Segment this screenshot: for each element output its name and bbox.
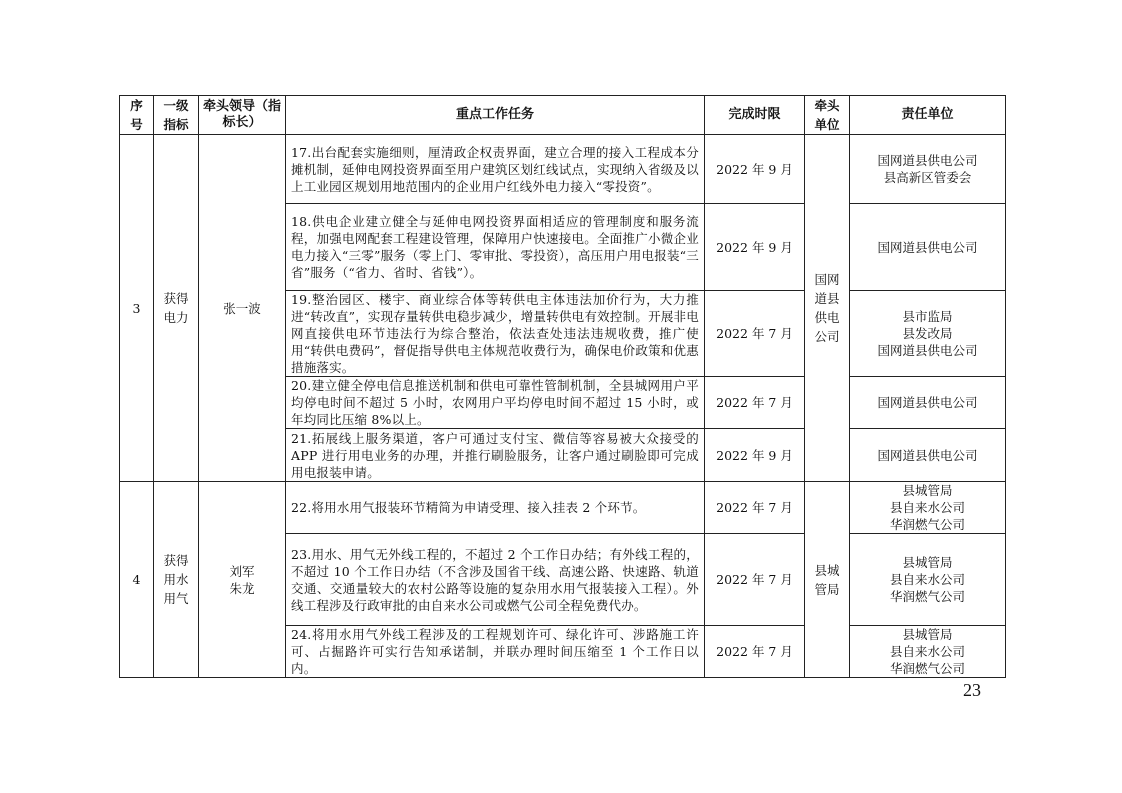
task-text: 20.建立健全停电信息推送机制和供电可靠性管制机制，全县城网用户平均停电时间不超过 5 小时，农网用户平均停电时间不超过 15 小时，或年均同比压缩 8%以上。 [286, 377, 705, 429]
deadline-cell: 2022 年 7 月 [705, 377, 805, 429]
unit-name: 县自来水公司 [889, 500, 965, 515]
header-task: 重点工作任务 [286, 96, 705, 135]
leader-cell: 张一波 [199, 135, 286, 482]
unit-name: 县市监局 [902, 309, 953, 324]
header-seq: 序号 [120, 96, 154, 135]
lead-unit-cell: 县城管局 [805, 482, 850, 678]
indicator-cell: 获得电力 [154, 135, 199, 482]
responsible-units [850, 204, 1006, 291]
unit-name: 县城管局 [902, 627, 953, 642]
table-row [120, 482, 1006, 534]
unit-name: 国网道县供电公司 [877, 153, 978, 168]
task-text: 21.拓展线上服务渠道，客户可通过支付宝、微信等容易被大众接受的 APP 进行用电业务的办理，并推行刷脸服务，让客户通过刷脸即可完成用电报装申请。 [286, 429, 705, 482]
unit-name: 国网道县供电公司 [877, 395, 978, 410]
responsible-units [850, 626, 1006, 678]
task-table [119, 95, 1006, 678]
unit-name: 县发改局 [902, 326, 953, 341]
task-text: 17.出台配套实施细则，厘清政企权责界面，建立合理的接入工程成本分摊机制，延伸电网投资界面至用户建筑区划红线试点，实现纳入省级及以上工业园区规划用地范围内的企业用户红线外电力接入“零投资”。 [286, 135, 705, 204]
unit-name: 县城管局 [902, 555, 953, 570]
deadline-cell: 2022 年 9 月 [705, 135, 805, 204]
seq-cell: 4 [120, 482, 154, 678]
unit-name: 国网道县供电公司 [877, 239, 978, 255]
header-lead-unit: 牵头单位 [805, 96, 850, 135]
task-text: 23.用水、用气无外线工程的，不超过 2 个工作日办结；有外线工程的，不超过 10 个工作日办结（不含涉及国省干线、高速公路、快速路、轨道交通、交通量较大的农村公路等设施的复杂用水用气报装接入工程）。外线工程涉及行政审批的由自来水公司或燃气公司全程免费代办。 [286, 534, 705, 626]
unit-name: 国网道县供电公司 [877, 447, 978, 463]
indicator-cell: 获得用水用气 [154, 482, 199, 678]
seq-cell: 3 [120, 135, 154, 482]
responsible-units [850, 135, 1006, 204]
task-text: 22.将用水用气报装环节精简为申请受理、接入挂表 2 个环节。 [286, 482, 705, 534]
responsible-units [850, 534, 1006, 626]
header-leader: 牵头领导（指标长） [199, 96, 286, 135]
unit-name: 县城管局 [902, 483, 953, 498]
header-row [120, 96, 1006, 135]
deadline-cell: 2022 年 7 月 [705, 482, 805, 534]
unit-name: 华润燃气公司 [889, 517, 965, 532]
task-text: 24.将用水用气外线工程涉及的工程规划许可、绿化许可、涉路施工许可、占掘路许可实行告知承诺制，并联办理时间压缩至 1 个工作日以内。 [286, 626, 705, 678]
unit-name: 县高新区管委会 [883, 170, 972, 185]
unit-name: 华润燃气公司 [889, 589, 965, 604]
task-text: 18.供电企业建立健全与延伸电网投资界面相适应的管理制度和服务流程，加强电网配套工程建设管理，保障用户快速接电。全面推广小微企业电力接入“三零”服务（零上门、零审批、零投资），高压用户用电报装“三省”服务（“省力、省时、省钱”）。 [286, 204, 705, 291]
header-deadline: 完成时限 [705, 96, 805, 135]
leader-cell: 刘军 朱龙 [199, 482, 286, 678]
deadline-cell: 2022 年 7 月 [705, 534, 805, 626]
deadline-cell: 2022 年 7 月 [705, 626, 805, 678]
task-text: 19.整治园区、楼宇、商业综合体等转供电主体违法加价行为，大力推进“转改直”，实现存量转供电稳步减少，增量转供电有效控制。开展非电网直接供电环节违法行为综合整治，依法查处违法违规收费，推广使用“转供电费码”，督促指导供电主体规范收费行为，确保电价政策和优惠措施落实。 [286, 291, 705, 377]
responsible-units [850, 377, 1006, 429]
deadline-cell: 2022 年 9 月 [705, 204, 805, 291]
header-responsible: 责任单位 [850, 96, 1006, 135]
unit-name: 县自来水公司 [889, 572, 965, 587]
responsible-units [850, 291, 1006, 377]
deadline-cell: 2022 年 9 月 [705, 429, 805, 482]
responsible-units [850, 482, 1006, 534]
table-row [120, 135, 1006, 204]
lead-unit-cell: 国网道县供电公司 [805, 135, 850, 482]
unit-name: 县自来水公司 [889, 644, 965, 659]
page-number: 23 [963, 680, 981, 700]
unit-name: 国网道县供电公司 [877, 343, 978, 358]
header-level1: 一级指标 [154, 96, 199, 135]
unit-name: 华润燃气公司 [889, 661, 965, 676]
deadline-cell: 2022 年 7 月 [705, 291, 805, 377]
responsible-units [850, 429, 1006, 482]
